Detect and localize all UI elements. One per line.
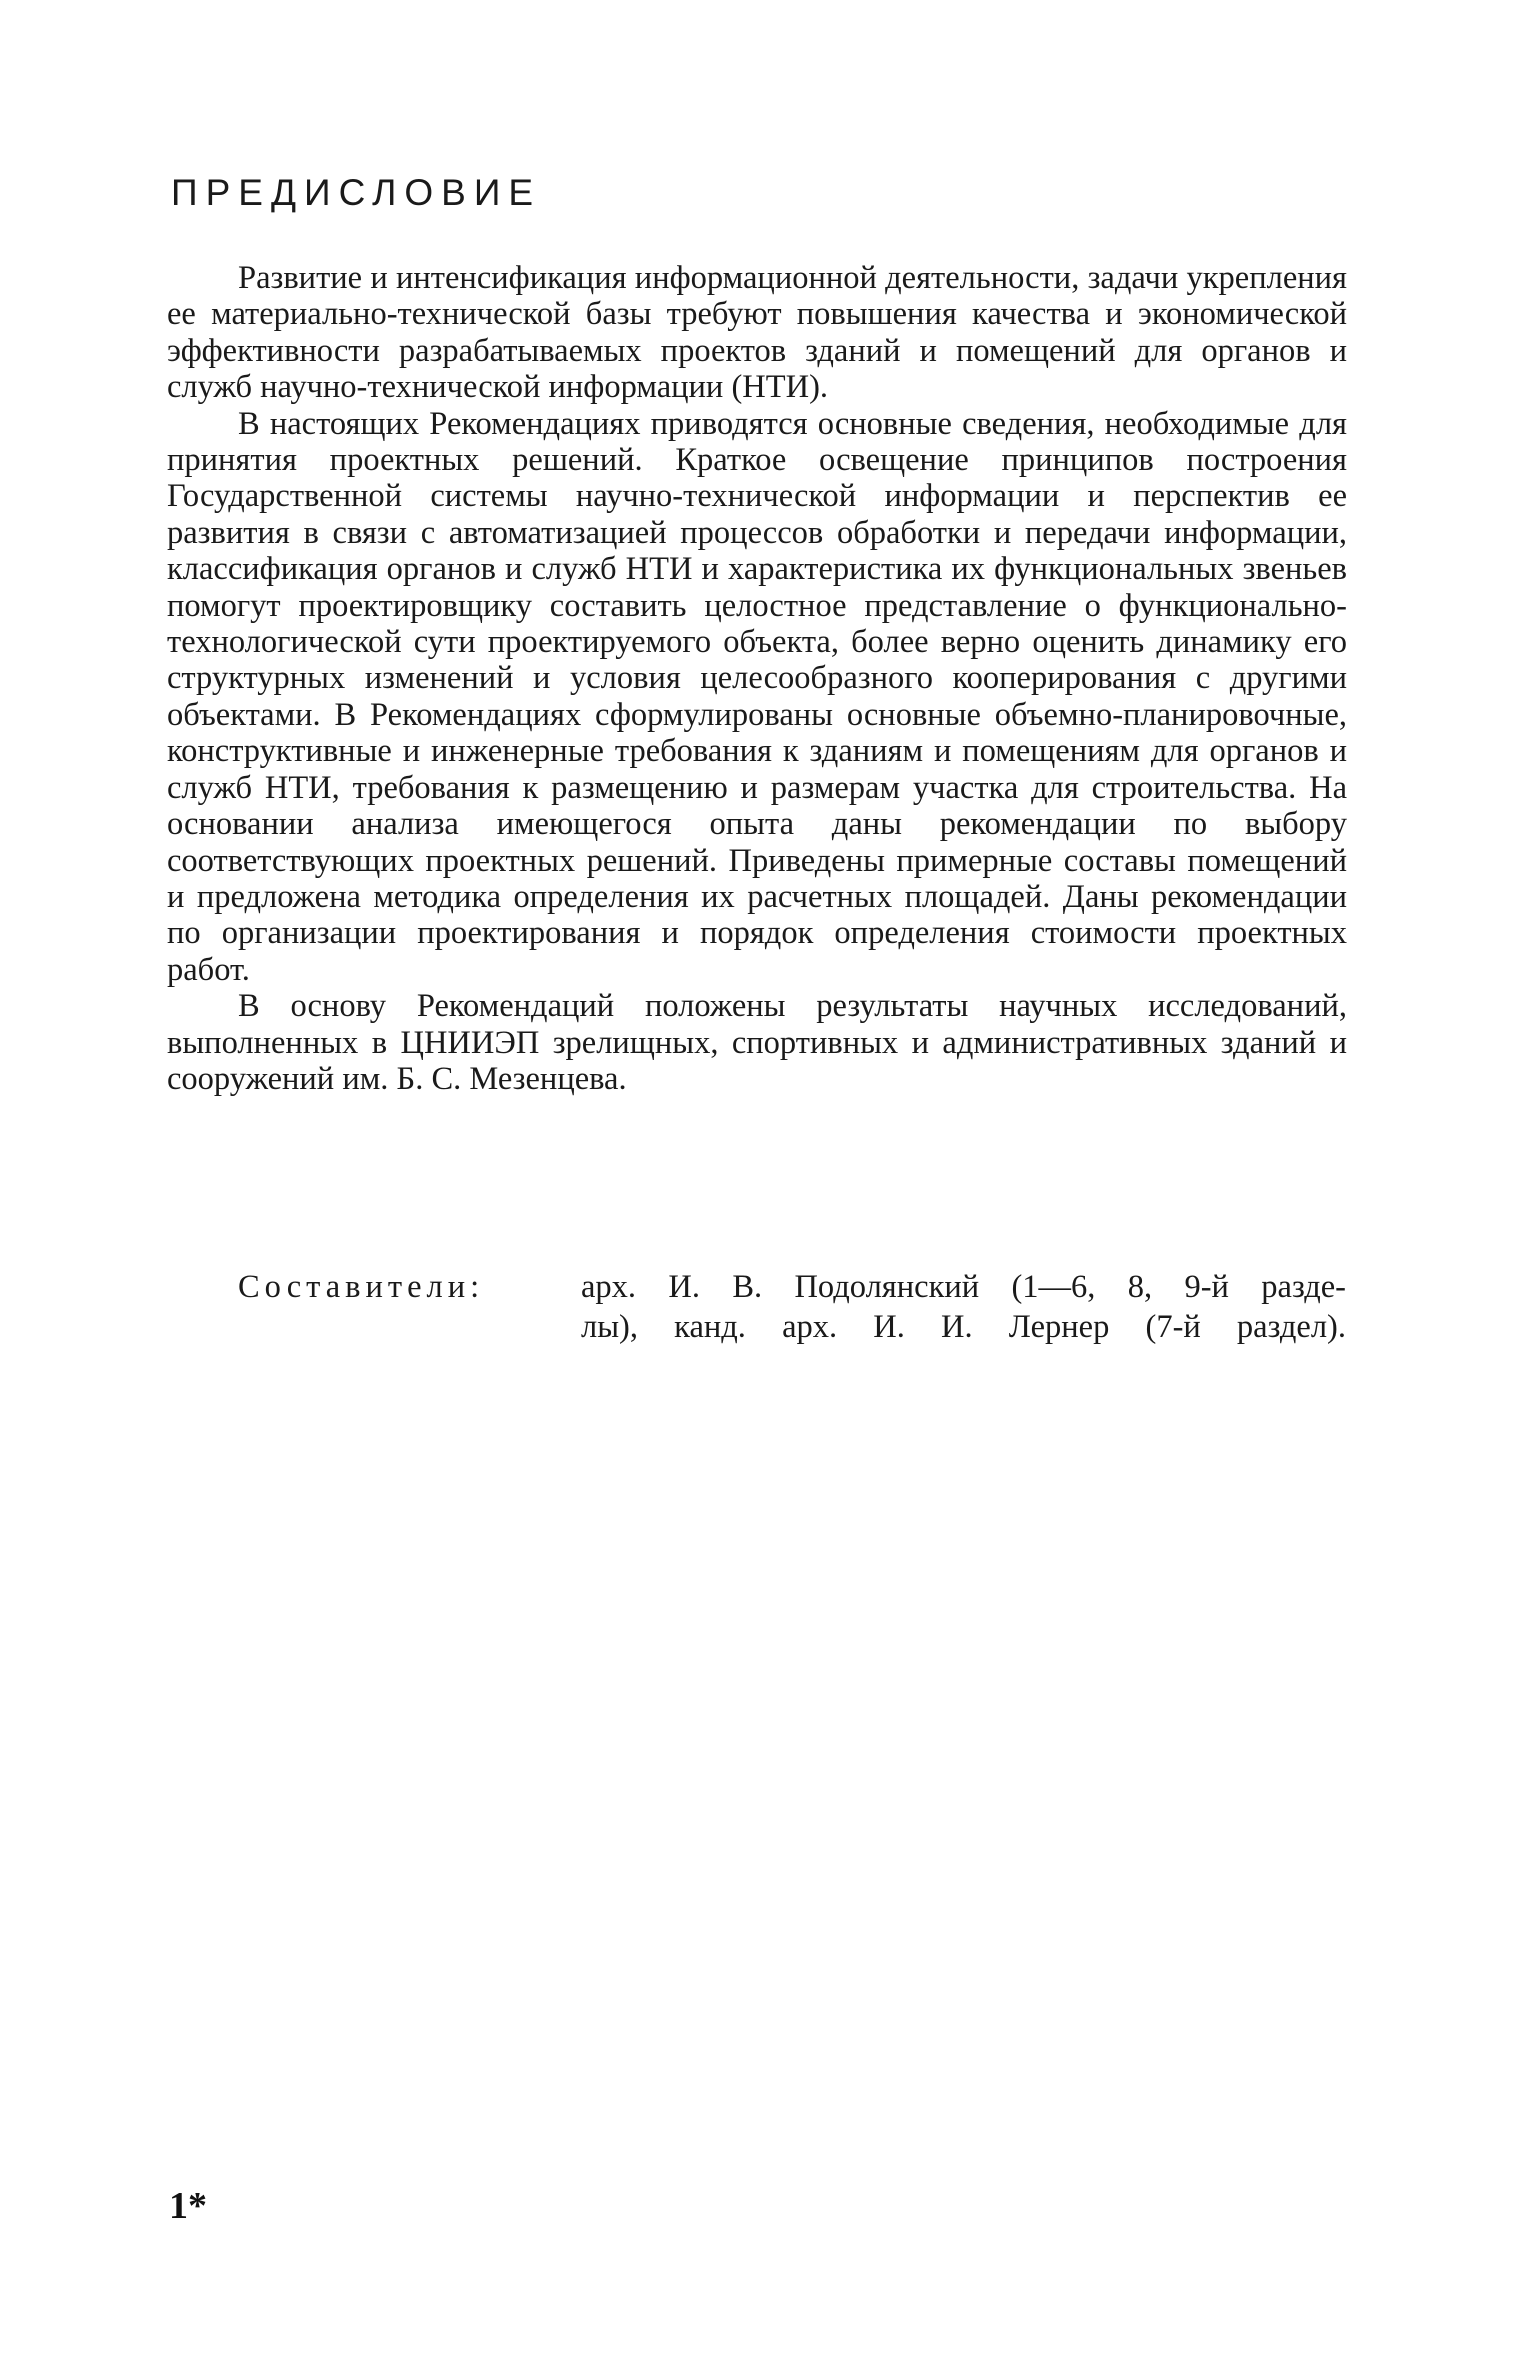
compilers-line-1: арх. И. В. Подолянский (1—6, 8, 9-й разде- [581, 1269, 1346, 1305]
paragraph-2: В настоящих Рекомендациях приводятся основные сведения, необходимые для принятия проектных решений. Краткое освещение принципов построения Государственной системы научно-технической информации и перспектив ее развития в связи с автоматизацией процессов обработки и передачи информации, классификация органов и служб НТИ и характеристика их функциональных звеньев помогут проектировщику составить целостное представление о функционально-технологической сути проектируемого объекта, более верно оценить динамику его структурных изменений и условия целесообразного кооперирования с другими объектами. В Рекомендациях сформулированы основные объемно-планировочные, конструктивные и инженерные требования к зданиям и помещениям для органов и служб НТИ, требования к размещению и размерам участка для строительства. На основании анализа имеющегося опыта даны рекомендации по выбору соответствующих проектных решений. Приведены примерные составы помещений и предложена методика определения их расчетных площадей. Даны рекомендации по организации проектирования и порядок определения стоимости проектных работ. [167, 405, 1347, 988]
paragraph-3: В основу Рекомендаций положены результаты научных исследований, выполненных в ЦНИИЭП зрелищных, спортивных и административных зданий и сооружений им. Б. С. Мезенцева. [167, 988, 1347, 1097]
compilers-label: Составители: [238, 1269, 485, 1305]
page-title: ПРЕДИСЛОВИЕ [171, 172, 542, 213]
page-number: 1* [169, 2185, 207, 2227]
compilers-line-2: лы), канд. арх. И. И. Лернер (7-й раздел). [581, 1309, 1346, 1345]
paragraph-1: Развитие и интенсификация информационной деятельности, задачи укрепления ее материально-технической базы требуют повышения качества и экономической эффективности разрабатываемых проектов зданий и помещений для органов и служб научно-технической информации (НТИ). [167, 260, 1347, 406]
compilers-text [581, 1267, 1346, 1347]
preface-body [167, 260, 1347, 1097]
